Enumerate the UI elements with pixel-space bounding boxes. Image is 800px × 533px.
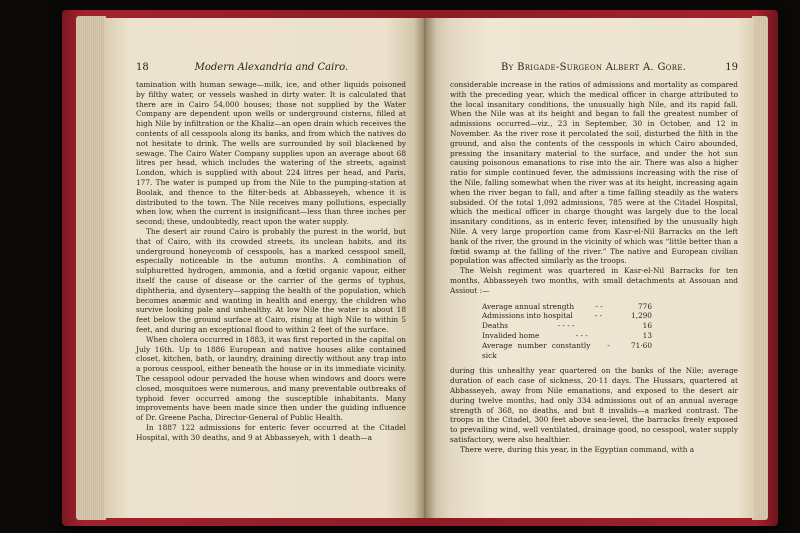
paragraph: When cholera occurred in 1883, it was first reported in the capital on July 16th. Up to 1886 European and native houses alike contained closet, kitchen, bath, or laundry, draining directly without any trap into a porous cesspool, either beneath the house or in its immediate vicinity. The cesspool odour pervaded the house when windows and doors were closed, mosquitoes were numerous, and many preventable outbreaks of typhoid fever occurred among the susceptible inhabitants. Many improvements have been made since then under the guiding influence of Dr. Greene Pacha, Director-General of Public Health.: [136, 334, 406, 423]
stats-row: [482, 311, 652, 321]
paragraph: The Welsh regiment was quartered in Kasr-el-Nil Barracks for ten months, Abbasseyeh two months, with small detachments at Assouan and Assiout :—: [450, 266, 738, 295]
paragraph: during this unhealthy year quartered on the banks of the Nile; average duration of each case of sickness, 20·11 days. The Hussars, quartered at Abbasseyeh, away from Nile emanations, and exposed to the desert air during twelve months, had only 334 admissions out of an annual average strength of 368, no deaths, and but 8 invalids—a marked contrast. The troops in the Citadel, 300 feet above sea-level, the barracks freely exposed to prevailing wind, well ventilated, drainage good, no cesspool, water supply satisfactory, were also healthier.: [450, 366, 738, 444]
stat-value: 71·60: [630, 340, 652, 350]
stat-value: 16: [642, 321, 652, 331]
paragraph: tamination with human sewage—milk, ice, and other liquids poisoned by filthy water, or vessels washed in dirty water. It is calculated that there are in Cairo 54,000 houses; those not supplied by the Water Company are dependent upon wells or underground cisterns, filled at high Nile by infiltration or the Khaliz—an open drain which receives the contents of all cesspools along its banks, and from which the natives do not hesitate to drink. The wells are surrounded by soil blackened by sewage. The Cairo Water Company supplies upon an average about 68 litres per head, which includes the watering of the streets, against London, which is supplied with about 224 litres per head, and Paris, 177. The water is pumped up from the Nile to the pumping-station at Boolak, and thence to the filter-beds at Abbasseyeh, whence it is distributed to the town. The Nile receives many pollutions, especially when low, when the current is insignificant—less than three inches per second; these, undoubtedly, react upon the water supply.: [136, 80, 406, 227]
stats-row: [482, 341, 652, 361]
stat-label: Invalided home: [482, 330, 540, 340]
stat-value: 1,290: [630, 311, 652, 321]
paragraph: considerable increase in the ratios of admissions and mortality as compared with the preceding year, which the medical officer in charge attributed to the local insanitary conditions, the unusually high Nile, and its rapid fall. When the Nile was at its height and began to fall the greatest number of admissions occurred—viz., 23 in September, 30 in October, and 12 in November. As the river rose it percolated the soil, disturbed the filth in the ground, and also the contents of the cesspools in which Cairo abounded, pressing the insanitary material to the surface, and under the hot sun causing poisonous emanations to rise into the air. There was also a higher ratio for simple continued fever, the admissions increasing with the rise of the Nile, falling somewhat when the river was at its height, increasing again when the river began to fall, and after a time falling steadily as the waters subsided. Of the total 1,092 admissions, 785 were at the Citadel Hospital, which the medical officer in charge thought was largely due to the local insanitary conditions, as in enteric fever, intensified by the unusually high Nile. A very large proportion came from Kasr-el-Nil Barracks on the left bank of the river, the ground in the vicinity of which was “little better than a fœtid swamp at the falling of the river.” The native and European civilian population was affected similarly as the troops.: [450, 80, 738, 266]
stat-dash: - - - -: [557, 321, 575, 331]
open-book: [62, 10, 778, 526]
paragraph: There were, during this year, in the Egyptian command, with a: [460, 444, 695, 454]
stat-dash: -: [607, 340, 610, 350]
left-running-title: Modern Alexandria and Cairo.: [194, 62, 349, 73]
stat-value: 776: [637, 301, 652, 311]
right-page-number: 19: [725, 62, 738, 73]
stat-value: 13: [642, 330, 652, 340]
stats-row: [482, 302, 652, 312]
right-page-text: [450, 80, 738, 454]
stat-dash: - - -: [575, 330, 588, 340]
stat-label: Admissions into hospital: [482, 311, 573, 321]
stat-dash: - -: [594, 311, 603, 321]
right-running-title: By Brigade-Surgeon Albert A. Gore.: [501, 62, 687, 73]
stat-label: Deaths: [482, 321, 509, 331]
paragraph: In 1887 122 admissions for enteric fever occurred at the Citadel Hospital, with 30 deaths, and 9 at Abbasseyeh, with 1 death—a: [136, 422, 406, 442]
left-page-text: [136, 80, 406, 442]
stats-row: [482, 321, 652, 331]
stats-row: [482, 331, 652, 341]
stat-dash: - -: [595, 301, 603, 311]
left-running-head: [136, 62, 404, 73]
page-edges-left: [76, 16, 106, 520]
left-page-number: 18: [136, 62, 149, 73]
right-running-head: [452, 62, 738, 73]
right-page: [424, 18, 754, 518]
page-edges-right: [752, 16, 768, 520]
stat-label: Average annual strength: [482, 301, 575, 311]
regiment-stats-table: [482, 302, 652, 361]
paragraph: The desert air round Cairo is probably the purest in the world, but that of Cairo, with its crowded streets, its unclean habits, and its underground honeycomb of cesspools, has a marked cesspool smell, especially noticeable in the autumn months. A combination of sulphuretted hydrogen, ammonia, and a fœtid organic vapour, either itself the cause of disease or the carrier of the germs of typhus, diphtheria, and dysentery—sapping the health of the population, which becomes anæmic and wanting in health and energy, the children who survive looking pale and unhealthy. At low Nile the water is about 18 feet below the ground surface at Cairo, rising at high Nile to within 5 feet, and during an exceptional flood to within 2 feet of the surface.: [136, 226, 406, 334]
left-page: [104, 18, 424, 518]
stat-label: Average number constantly sick: [482, 340, 591, 360]
